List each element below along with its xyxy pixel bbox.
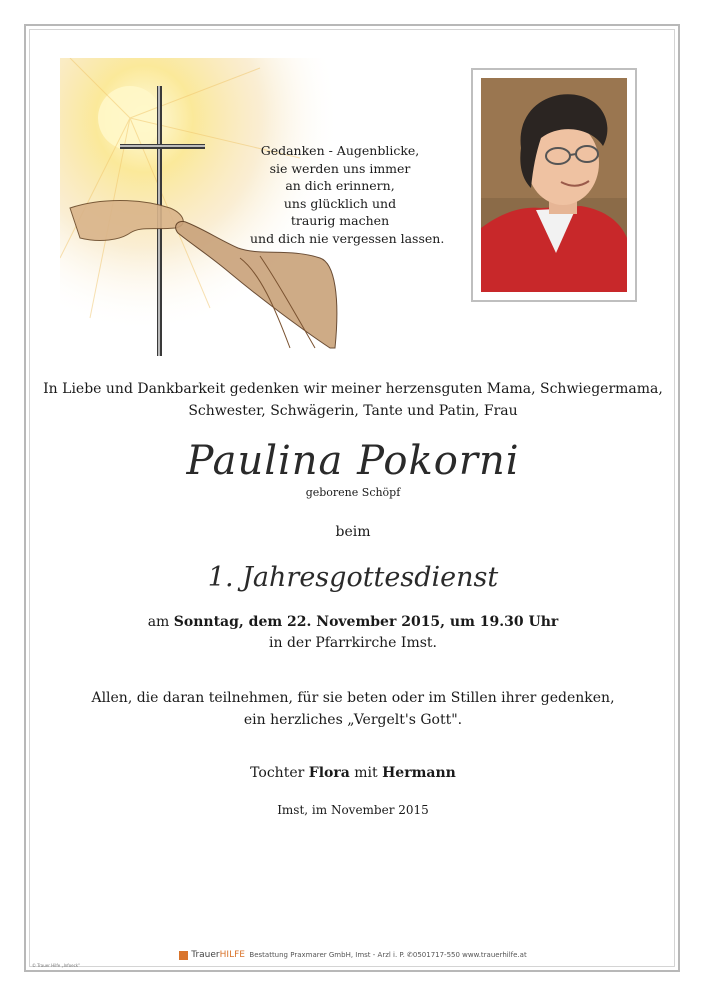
event-schedule	[0, 612, 706, 654]
family-signature	[0, 765, 706, 781]
intro-line-1: In Liebe und Dankbarkeit gedenken wir meiner herzensguten Mama, Schwiegermama,	[43, 381, 663, 397]
event-title: 1. Jahresgottesdienst	[207, 562, 499, 593]
deceased-name: Paulina Pokorni	[186, 438, 520, 484]
event-location: in der Pfarrkirche Imst.	[269, 635, 437, 651]
memorial-quote	[250, 142, 445, 247]
thanks-line-1: Allen, die daran teilnehmen, für sie beten oder im Stillen ihrer gedenken,	[91, 690, 615, 706]
place-date: Imst, im November 2015	[277, 803, 429, 817]
brand-part-a: Trauer	[191, 950, 220, 960]
family-prefix: Tochter	[250, 765, 309, 781]
brand-name	[191, 950, 245, 960]
quote-line: und dich nie vergessen lassen.	[250, 230, 445, 246]
brand-part-b: HILFE	[219, 950, 245, 960]
event-date-line	[0, 612, 706, 633]
footer-text: Bestattung Praxmarer GmbH, Imst - Arzl i. P. ✆0501717-550 www.trauerhilfe.at	[249, 951, 527, 959]
family-mid: mit	[349, 765, 383, 781]
intro-text	[0, 378, 706, 422]
logo-icon	[179, 951, 188, 960]
beim-text: beim	[335, 524, 371, 540]
thanks-line-2: ein herzliches „Vergelt's Gott".	[243, 712, 463, 728]
birth-name: geborene Schöpf	[305, 486, 401, 499]
intro-line-2: Schwester, Schwägerin, Tante und Patin, Frau	[188, 403, 518, 419]
thanks-text	[0, 687, 706, 731]
portrait-frame	[471, 68, 637, 302]
quote-line: traurig machen	[290, 213, 390, 228]
quote-line: Gedanken - Augenblicke,	[260, 143, 420, 158]
quote-line: sie werden uns immer	[269, 160, 411, 176]
quote-line: uns glücklich und	[283, 195, 397, 211]
portrait-photo	[481, 78, 627, 292]
quote-line: an dich erinnern,	[285, 178, 395, 193]
footer	[0, 950, 706, 960]
event-date: Sonntag, dem 22. November 2015, um 19.30 Uhr	[173, 614, 559, 630]
date-prefix: am	[147, 614, 174, 630]
family-name-1: Flora	[308, 765, 350, 781]
family-name-2: Hermann	[382, 765, 456, 781]
copyright-note: © Trauer Hilfe „Infoeck"	[32, 963, 80, 968]
